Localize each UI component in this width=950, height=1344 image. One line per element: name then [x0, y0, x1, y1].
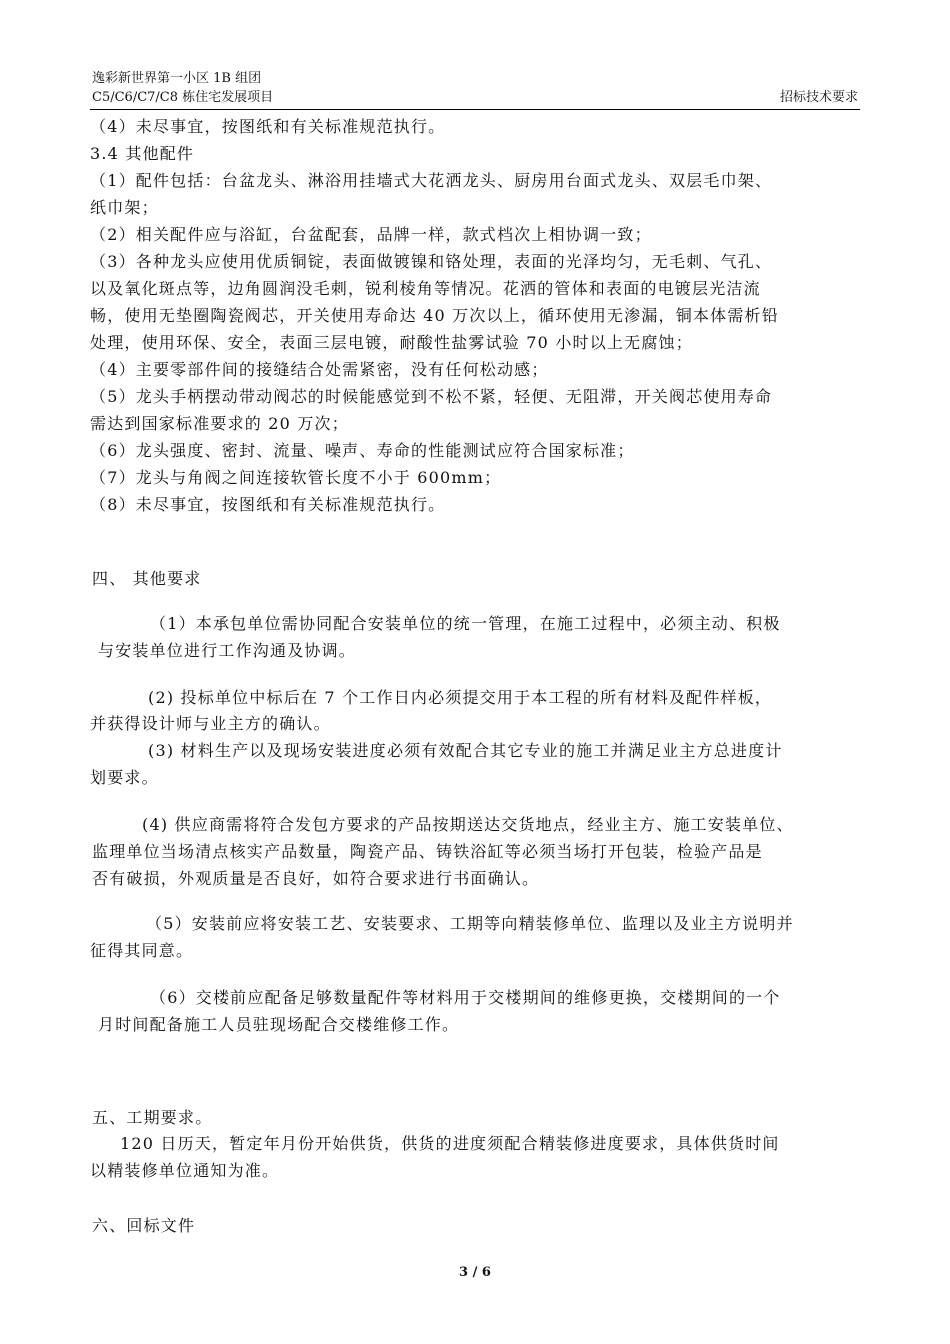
req-1-line1: （1）本承包单位需协同配合安装单位的统一管理，在施工过程中，必须主动、积极: [150, 614, 781, 633]
req-6-line1: （6）交楼前应配备足够数量配件等材料用于交楼期间的维修更换，交楼期间的一个: [150, 988, 781, 1007]
req-5-line2: 征得其同意。: [90, 941, 194, 960]
header-project-subtitle: C5/C6/C7/C8 栋住宅发展项目: [92, 90, 274, 105]
header-project-name: 逸彩新世界第一小区 1B 组团: [92, 71, 262, 86]
item-3-4-8: （8）未尽事宜，按图纸和有关标准规范执行。: [90, 495, 446, 514]
req-4-line1: (4) 供应商需将符合发包方要求的产品按期送达交货地点，经业主方、施工安装单位、: [142, 815, 794, 834]
req-1-line2: 与安装单位进行工作沟通及协调。: [98, 641, 357, 660]
schedule-line2: 以精装修单位通知为准。: [90, 1161, 280, 1180]
item-3-4-3-line4: 处理，使用环保、安全，表面三层电镀，耐酸性盐雾试验 70 小时以上无腐蚀；: [90, 333, 693, 352]
item-3-4-3-line3: 畅，使用无垫圈陶瓷阀芯，开关使用寿命达 40 万次以上，循环使用无渗漏，铜本体需析铅: [90, 306, 779, 325]
item-3-4-3-line2: 以及氧化斑点等，边角圆润没毛刺，锐利棱角等情况。花洒的管体和表面的电镀层光洁流: [90, 279, 761, 298]
req-2-line2: 并获得设计师与业主方的确认。: [90, 714, 331, 733]
header-row: [92, 89, 858, 107]
schedule-line1: 120 日历天，暂定年月份开始供货，供货的进度须配合精装修进度要求，具体供货时间: [120, 1134, 780, 1153]
req-3-line2: 划要求。: [90, 768, 159, 787]
header-divider: [90, 109, 860, 110]
req-2-line1: (2) 投标单位中标后在 7 个工作日内必须提交用于本工程的所有材料及配件样板，: [148, 688, 773, 707]
item-3-4-4: （4）主要零部件间的接缝结合处需紧密，没有任何松动感；: [90, 360, 549, 379]
page-number: 3 / 6: [459, 1265, 491, 1280]
item-3-4-5-line1: （5）龙头手柄摆动带动阀芯的时候能感觉到不松不紧，轻便、无阻滞，开关阀芯使用寿命: [90, 387, 773, 406]
item-3-4-6: （6）龙头强度、密封、流量、噪声、寿命的性能测试应符合国家标准；: [90, 441, 635, 460]
section-3-4-heading: 3.4 其他配件: [90, 144, 195, 163]
item-3-3-4: （4）未尽事宜，按图纸和有关标准规范执行。: [90, 117, 446, 136]
item-3-4-5-line2: 需达到国家标准要求的 20 万次；: [90, 414, 349, 433]
item-3-4-7: （7）龙头与角阀之间连接软管长度不小于 600mm；: [90, 468, 502, 487]
req-4-line3: 否有破损，外观质量是否良好，如符合要求进行书面确认。: [92, 869, 540, 888]
item-3-4-1-line1: （1）配件包括：台盆龙头、淋浴用挂墙式大花洒龙头、厨房用台面式龙头、双层毛巾架、: [90, 171, 773, 190]
req-6-line2: 月时间配备施工人员驻现场配合交楼维修工作。: [98, 1015, 460, 1034]
req-5-line1: （5）安装前应将安装工艺、安装要求、工期等向精装修单位、监理以及业主方说明并: [146, 914, 794, 933]
header-document-type: 招标技术要求: [779, 90, 858, 105]
section-5-heading: 五、工期要求。: [92, 1108, 213, 1127]
item-3-4-2: （2）相关配件应与浴缸，台盆配套，品牌一样，款式档次上相协调一致；: [90, 225, 652, 244]
req-3-line1: (3) 材料生产以及现场安装进度必须有效配合其它专业的施工并满足业主方总进度计: [148, 741, 783, 760]
item-3-4-1-line2: 纸巾架；: [90, 198, 159, 217]
section-4-heading: 四、 其他要求: [92, 569, 202, 588]
req-4-line2: 监理单位当场清点核实产品数量，陶瓷产品、铸铁浴缸等必须当场打开包装，检验产品是: [92, 842, 763, 861]
item-3-4-3-line1: （3）各种龙头应使用优质铜锭，表面做镀镍和铬处理，表面的光泽均匀，无毛刺、气孔、: [90, 252, 773, 271]
section-6-heading: 六、回标文件: [92, 1216, 196, 1235]
